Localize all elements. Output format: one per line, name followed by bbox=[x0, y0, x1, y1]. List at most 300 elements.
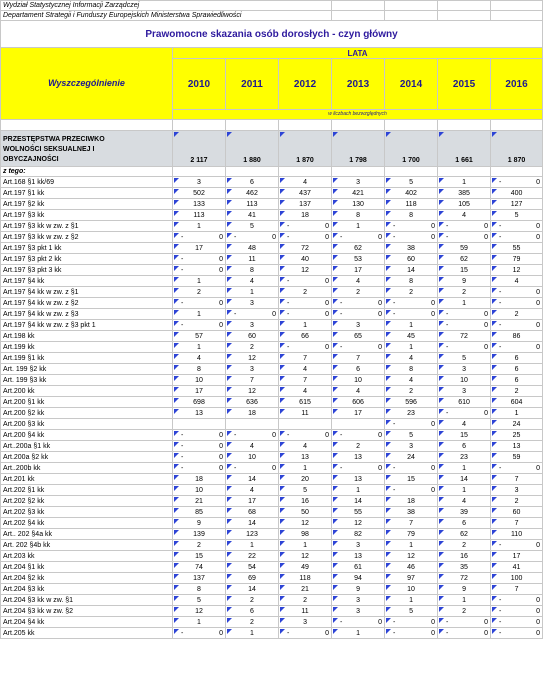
cell-value: 5 bbox=[173, 595, 226, 606]
table-row bbox=[1, 562, 543, 573]
cell-value: 6 bbox=[491, 364, 543, 375]
dash-mark: - bbox=[446, 629, 449, 637]
cell-value: 3 bbox=[332, 177, 385, 188]
cell-value: 118 bbox=[279, 573, 332, 584]
row-label: Art.197 §1 kk bbox=[1, 188, 173, 199]
row-label: Art. 199 §3 kk bbox=[1, 375, 173, 386]
cell-value: - 0 bbox=[385, 309, 438, 320]
row-label: Art.197 §4 kk bbox=[1, 276, 173, 287]
cell-value: - 0 bbox=[491, 298, 543, 309]
cell-value: 3 bbox=[332, 540, 385, 551]
row-label: Art.197 §3 pkt 1 kk bbox=[1, 243, 173, 254]
cell-value: 3 bbox=[226, 298, 279, 309]
dash-mark: - bbox=[393, 222, 396, 230]
cell-value: 130 bbox=[332, 199, 385, 210]
cell-value: 7 bbox=[226, 375, 279, 386]
cell-value: 2 bbox=[226, 342, 279, 353]
cell-value: 15 bbox=[438, 430, 491, 441]
total-value: 1 870 bbox=[491, 131, 543, 167]
row-label: Art.200a §2 kk bbox=[1, 452, 173, 463]
cell-value: - 0 bbox=[332, 342, 385, 353]
department-line-1: Wydział Statystycznej Informacji Zarządczej bbox=[1, 1, 332, 11]
table-row bbox=[1, 507, 543, 518]
row-label: Art..200b kk bbox=[1, 463, 173, 474]
cell-value: - 0 bbox=[491, 628, 543, 639]
cell-value: 1 bbox=[226, 628, 279, 639]
cell-value: 3 bbox=[173, 177, 226, 188]
cell-value: 1 bbox=[438, 298, 491, 309]
dash-mark: - bbox=[446, 321, 449, 329]
year-header: 2013 bbox=[332, 59, 385, 110]
cell-value: 12 bbox=[491, 265, 543, 276]
cell-value: 4 bbox=[279, 441, 332, 452]
cell-value: 137 bbox=[173, 573, 226, 584]
cell-value: 1 bbox=[332, 628, 385, 639]
year-header: 2010 bbox=[173, 59, 226, 110]
total-value: 2 117 bbox=[173, 131, 226, 167]
dash-mark: - bbox=[234, 310, 237, 318]
table-row bbox=[1, 474, 543, 485]
dash-mark: - bbox=[287, 233, 290, 241]
dash-mark: - bbox=[499, 343, 502, 351]
cell-value: - 0 bbox=[173, 232, 226, 243]
cell-value: 1 bbox=[332, 485, 385, 496]
cell-value: - 0 bbox=[385, 463, 438, 474]
year-header: 2016 bbox=[491, 59, 543, 110]
cell-value: - 0 bbox=[279, 309, 332, 320]
cell-value: 1 bbox=[385, 540, 438, 551]
cell-value: 79 bbox=[385, 529, 438, 540]
cell-value: 4 bbox=[438, 496, 491, 507]
cell-value: 66 bbox=[279, 331, 332, 342]
cell-value: 53 bbox=[332, 254, 385, 265]
cell-value: 23 bbox=[385, 408, 438, 419]
table-row bbox=[1, 386, 543, 397]
cell-value: - 0 bbox=[385, 221, 438, 232]
cell-value: 54 bbox=[226, 562, 279, 573]
cell-value: - 0 bbox=[491, 463, 543, 474]
cell-value: 16 bbox=[279, 496, 332, 507]
dash-mark: - bbox=[499, 178, 502, 186]
cell-value: - 0 bbox=[491, 540, 543, 551]
cell-value: 10 bbox=[173, 375, 226, 386]
dash-mark: - bbox=[499, 607, 502, 615]
cell-value: 698 bbox=[173, 397, 226, 408]
cell-value: 2 bbox=[279, 595, 332, 606]
cell-value: 8 bbox=[385, 364, 438, 375]
dash-mark: - bbox=[287, 629, 290, 637]
cell-value: 1 bbox=[173, 617, 226, 628]
cell-value: 8 bbox=[385, 210, 438, 221]
cell-value: 5 bbox=[385, 430, 438, 441]
dash-mark: - bbox=[499, 541, 502, 549]
dash-mark: - bbox=[287, 431, 290, 439]
dash-mark: - bbox=[287, 343, 290, 351]
cell-value: 137 bbox=[279, 199, 332, 210]
cell-value: 41 bbox=[491, 562, 543, 573]
row-label: Art.202 §4 kk bbox=[1, 518, 173, 529]
cell-value: - 0 bbox=[279, 232, 332, 243]
cell-value: 4 bbox=[385, 375, 438, 386]
dash-mark: - bbox=[340, 299, 343, 307]
dash-mark: - bbox=[181, 299, 184, 307]
cell-value: - 0 bbox=[332, 617, 385, 628]
unit-note: w liczbach bezwzględnych bbox=[173, 110, 543, 120]
dash-mark: - bbox=[499, 629, 502, 637]
cell-value: 4 bbox=[279, 364, 332, 375]
table-row bbox=[1, 364, 543, 375]
cell-value: - 0 bbox=[173, 452, 226, 463]
dash-mark: - bbox=[181, 255, 184, 263]
cell-value: 2 bbox=[332, 441, 385, 452]
cell-value: 1 bbox=[438, 463, 491, 474]
table-row bbox=[1, 397, 543, 408]
table-row bbox=[1, 573, 543, 584]
table-row bbox=[1, 408, 543, 419]
cell-value: 72 bbox=[438, 331, 491, 342]
dash-mark: - bbox=[499, 299, 502, 307]
cell-value: 3 bbox=[385, 441, 438, 452]
total-value: 1 870 bbox=[279, 131, 332, 167]
row-label: Art.197 §2 kk bbox=[1, 199, 173, 210]
cell-value: 2 bbox=[385, 386, 438, 397]
dash-mark: - bbox=[287, 222, 290, 230]
cell-value: 421 bbox=[332, 188, 385, 199]
cell-value: 6 bbox=[332, 364, 385, 375]
cell-value: 18 bbox=[385, 496, 438, 507]
cell-value: 615 bbox=[279, 397, 332, 408]
row-label: Art.197 §4 kk w zw. z §2 bbox=[1, 298, 173, 309]
table-row bbox=[1, 254, 543, 265]
cell-value: - 0 bbox=[491, 177, 543, 188]
cell-value: 17 bbox=[173, 386, 226, 397]
cell-value: 7 bbox=[491, 518, 543, 529]
cell-value: 100 bbox=[491, 573, 543, 584]
dash-mark: - bbox=[446, 310, 449, 318]
cell-value: 606 bbox=[332, 397, 385, 408]
row-label: Art.200 kk bbox=[1, 386, 173, 397]
cell-value: 10 bbox=[226, 452, 279, 463]
cell-value: 62 bbox=[438, 254, 491, 265]
cell-value: 59 bbox=[491, 452, 543, 463]
table-row bbox=[1, 540, 543, 551]
table-row bbox=[1, 518, 543, 529]
cell-value: 39 bbox=[438, 507, 491, 518]
row-label: Art.200 §2 kk bbox=[1, 408, 173, 419]
cell-value bbox=[226, 419, 279, 430]
cell-value: 55 bbox=[491, 243, 543, 254]
cell-value: 5 bbox=[385, 606, 438, 617]
cell-value: - 0 bbox=[491, 595, 543, 606]
cell-value: 13 bbox=[279, 452, 332, 463]
table-row bbox=[1, 276, 543, 287]
cell-value: 12 bbox=[226, 353, 279, 364]
cell-value: 22 bbox=[226, 551, 279, 562]
cell-value: 55 bbox=[332, 507, 385, 518]
cell-value: 15 bbox=[385, 474, 438, 485]
cell-value: 79 bbox=[491, 254, 543, 265]
cell-value: - 0 bbox=[173, 298, 226, 309]
cell-value: - 0 bbox=[279, 298, 332, 309]
cell-value: - 0 bbox=[385, 298, 438, 309]
cell-value: 9 bbox=[173, 518, 226, 529]
cell-value: 2 bbox=[491, 309, 543, 320]
cell-value: 123 bbox=[226, 529, 279, 540]
cell-value: - 0 bbox=[279, 221, 332, 232]
cell-value: 8 bbox=[385, 276, 438, 287]
cell-value: 13 bbox=[332, 551, 385, 562]
table-row bbox=[1, 188, 543, 199]
row-label: Art. 199 §2 kk bbox=[1, 364, 173, 375]
table-row bbox=[1, 243, 543, 254]
cell-value: 4 bbox=[332, 276, 385, 287]
cell-value: 48 bbox=[226, 243, 279, 254]
cell-value: 20 bbox=[279, 474, 332, 485]
cell-value: - 0 bbox=[438, 628, 491, 639]
cell-value bbox=[332, 419, 385, 430]
cell-value: 3 bbox=[438, 386, 491, 397]
cell-value: - 0 bbox=[385, 419, 438, 430]
row-label: Art.204 §3 kk w zw. §2 bbox=[1, 606, 173, 617]
cell-value: 25 bbox=[491, 430, 543, 441]
cell-value: 17 bbox=[332, 408, 385, 419]
cell-value: - 0 bbox=[491, 287, 543, 298]
cell-value: 1 bbox=[332, 221, 385, 232]
row-label: Art.205 kk bbox=[1, 628, 173, 639]
cell-value: 2 bbox=[491, 496, 543, 507]
cell-value: 2 bbox=[173, 287, 226, 298]
cell-value: - 0 bbox=[173, 265, 226, 276]
row-label: Art.197 §3 kk bbox=[1, 210, 173, 221]
dash-mark: - bbox=[499, 464, 502, 472]
cell-value: 85 bbox=[173, 507, 226, 518]
cell-value: 10 bbox=[438, 375, 491, 386]
cell-value: 4 bbox=[385, 353, 438, 364]
cell-value: - 0 bbox=[491, 232, 543, 243]
cell-value: 14 bbox=[226, 518, 279, 529]
cell-value: 12 bbox=[279, 265, 332, 276]
row-label: Art.200 §4 kk bbox=[1, 430, 173, 441]
cell-value: 3 bbox=[279, 617, 332, 628]
table-row bbox=[1, 353, 543, 364]
cell-value: 5 bbox=[226, 221, 279, 232]
cell-value: 17 bbox=[173, 243, 226, 254]
dash-mark: - bbox=[340, 343, 343, 351]
dash-mark: - bbox=[446, 409, 449, 417]
dash-mark: - bbox=[393, 420, 396, 428]
cell-value: 4 bbox=[226, 485, 279, 496]
dash-mark: - bbox=[181, 321, 184, 329]
cell-value: 4 bbox=[438, 210, 491, 221]
row-label: Art.197 §3 pkt 2 kk bbox=[1, 254, 173, 265]
cell-value: - 0 bbox=[385, 628, 438, 639]
cell-value: 1 bbox=[438, 177, 491, 188]
cell-value: - 0 bbox=[491, 221, 543, 232]
dash-mark: - bbox=[446, 233, 449, 241]
row-label: Art.197 §4 kk w zw. z §3 pkt 1 bbox=[1, 320, 173, 331]
cell-value: 127 bbox=[491, 199, 543, 210]
cell-value: 113 bbox=[226, 199, 279, 210]
cell-value bbox=[173, 419, 226, 430]
year-header: 2011 bbox=[226, 59, 279, 110]
cell-value: 8 bbox=[173, 364, 226, 375]
cell-value: 21 bbox=[173, 496, 226, 507]
cell-value: - 0 bbox=[279, 342, 332, 353]
dash-mark: - bbox=[340, 233, 343, 241]
cell-value: 7 bbox=[491, 474, 543, 485]
cell-value: 72 bbox=[279, 243, 332, 254]
dash-mark: - bbox=[234, 233, 237, 241]
cell-value: 38 bbox=[385, 507, 438, 518]
cell-value: 4 bbox=[438, 419, 491, 430]
dash-mark: - bbox=[499, 596, 502, 604]
cell-value: 38 bbox=[385, 243, 438, 254]
cell-value: 118 bbox=[385, 199, 438, 210]
lata-header: LATA bbox=[173, 48, 543, 59]
cell-value: - 0 bbox=[332, 298, 385, 309]
department-line-2: Departament Strategii i Funduszy Europejskich Ministerstwa Sprawiedliwości bbox=[1, 11, 332, 21]
dash-mark: - bbox=[181, 233, 184, 241]
row-label: Art.202 §3 kk bbox=[1, 507, 173, 518]
cell-value: 12 bbox=[226, 386, 279, 397]
cell-value: 59 bbox=[438, 243, 491, 254]
cell-value: - 0 bbox=[438, 320, 491, 331]
cell-value: 11 bbox=[279, 408, 332, 419]
row-label: Art.202 §1 kk bbox=[1, 485, 173, 496]
cell-value: - 0 bbox=[332, 430, 385, 441]
cell-value: 12 bbox=[385, 551, 438, 562]
cell-value: 1 bbox=[385, 595, 438, 606]
table-row bbox=[1, 221, 543, 232]
row-label: Art.197 §3 pkt 3 kk bbox=[1, 265, 173, 276]
cell-value: 7 bbox=[279, 375, 332, 386]
cell-value: 5 bbox=[438, 353, 491, 364]
table-row bbox=[1, 199, 543, 210]
cell-value: - 0 bbox=[332, 463, 385, 474]
cell-value: - 0 bbox=[385, 232, 438, 243]
cell-value: 636 bbox=[226, 397, 279, 408]
table-row bbox=[1, 287, 543, 298]
table-row bbox=[1, 617, 543, 628]
cell-value: 133 bbox=[173, 199, 226, 210]
dash-mark: - bbox=[181, 442, 184, 450]
cell-value: 2 bbox=[279, 287, 332, 298]
total-value: 1 700 bbox=[385, 131, 438, 167]
cell-value: 3 bbox=[332, 606, 385, 617]
cell-value: 2 bbox=[385, 287, 438, 298]
table-row bbox=[1, 298, 543, 309]
cell-value: 23 bbox=[438, 452, 491, 463]
cell-value: 4 bbox=[279, 177, 332, 188]
row-label: Art. 202 §4b kk bbox=[1, 540, 173, 551]
dash-mark: - bbox=[340, 618, 343, 626]
dash-mark: - bbox=[446, 343, 449, 351]
cell-value: 69 bbox=[226, 573, 279, 584]
cell-value: 4 bbox=[226, 441, 279, 452]
cell-value: 110 bbox=[491, 529, 543, 540]
cell-value: 72 bbox=[438, 573, 491, 584]
cell-value: 5 bbox=[279, 485, 332, 496]
cell-value: 1 bbox=[279, 463, 332, 474]
cell-value: 15 bbox=[173, 551, 226, 562]
cell-value: 437 bbox=[279, 188, 332, 199]
row-label: Art.204 §4 kk bbox=[1, 617, 173, 628]
table-row bbox=[1, 320, 543, 331]
cell-value: - 0 bbox=[173, 463, 226, 474]
row-label: Art.199 §1 kk bbox=[1, 353, 173, 364]
cell-value: 3 bbox=[332, 595, 385, 606]
dash-mark: - bbox=[393, 486, 396, 494]
cell-value: 10 bbox=[332, 375, 385, 386]
cell-value: 40 bbox=[279, 254, 332, 265]
cell-value: 7 bbox=[491, 584, 543, 595]
cell-value: 14 bbox=[332, 496, 385, 507]
dash-mark: - bbox=[181, 629, 184, 637]
cell-value bbox=[279, 419, 332, 430]
row-label: Art.204 §1 kk bbox=[1, 562, 173, 573]
year-header: 2012 bbox=[279, 59, 332, 110]
cell-value: - 0 bbox=[438, 408, 491, 419]
cell-value: 14 bbox=[385, 265, 438, 276]
table-row bbox=[1, 606, 543, 617]
wyszczegolnienie-header: Wyszczególnienie bbox=[1, 48, 173, 120]
cell-value: 86 bbox=[491, 331, 543, 342]
cell-value: - 0 bbox=[173, 430, 226, 441]
row-label: Art.204 §3 kk bbox=[1, 584, 173, 595]
cell-value: 5 bbox=[385, 177, 438, 188]
table-row bbox=[1, 342, 543, 353]
cell-value: 7 bbox=[332, 353, 385, 364]
z-tego-label: z tego: bbox=[1, 167, 173, 177]
table-row bbox=[1, 419, 543, 430]
cell-value: - 0 bbox=[438, 221, 491, 232]
dash-mark: - bbox=[393, 629, 396, 637]
cell-value: - 0 bbox=[279, 628, 332, 639]
cell-value: 24 bbox=[491, 419, 543, 430]
row-label: Art.197 §3 kk w zw. z §2 bbox=[1, 232, 173, 243]
cell-value: 5 bbox=[491, 210, 543, 221]
table-row bbox=[1, 595, 543, 606]
cell-value: 35 bbox=[438, 562, 491, 573]
cell-value: 4 bbox=[279, 386, 332, 397]
cell-value: - 0 bbox=[385, 485, 438, 496]
cell-value: 13 bbox=[332, 474, 385, 485]
cell-value: 3 bbox=[332, 320, 385, 331]
dash-mark: - bbox=[393, 464, 396, 472]
cell-value: 1 bbox=[226, 540, 279, 551]
cell-value: 57 bbox=[173, 331, 226, 342]
table-row bbox=[1, 485, 543, 496]
row-label: Art.200 §1 kk bbox=[1, 397, 173, 408]
cell-value: 46 bbox=[385, 562, 438, 573]
cell-value: 6 bbox=[438, 518, 491, 529]
cell-value: 98 bbox=[279, 529, 332, 540]
cell-value: 14 bbox=[226, 474, 279, 485]
cell-value: 60 bbox=[385, 254, 438, 265]
cell-value: - 0 bbox=[332, 232, 385, 243]
table-row bbox=[1, 331, 543, 342]
cell-value: 3 bbox=[491, 485, 543, 496]
dash-mark: - bbox=[287, 277, 290, 285]
table-row bbox=[1, 529, 543, 540]
row-label: Art.197 §3 kk w zw. z §1 bbox=[1, 221, 173, 232]
cell-value: 13 bbox=[173, 408, 226, 419]
table-title: Prawomocne skazania osób dorosłych - czyn główny bbox=[1, 21, 543, 48]
cell-value: - 0 bbox=[385, 617, 438, 628]
year-header: 2015 bbox=[438, 59, 491, 110]
cell-value: 6 bbox=[491, 353, 543, 364]
cell-value: - 0 bbox=[226, 232, 279, 243]
